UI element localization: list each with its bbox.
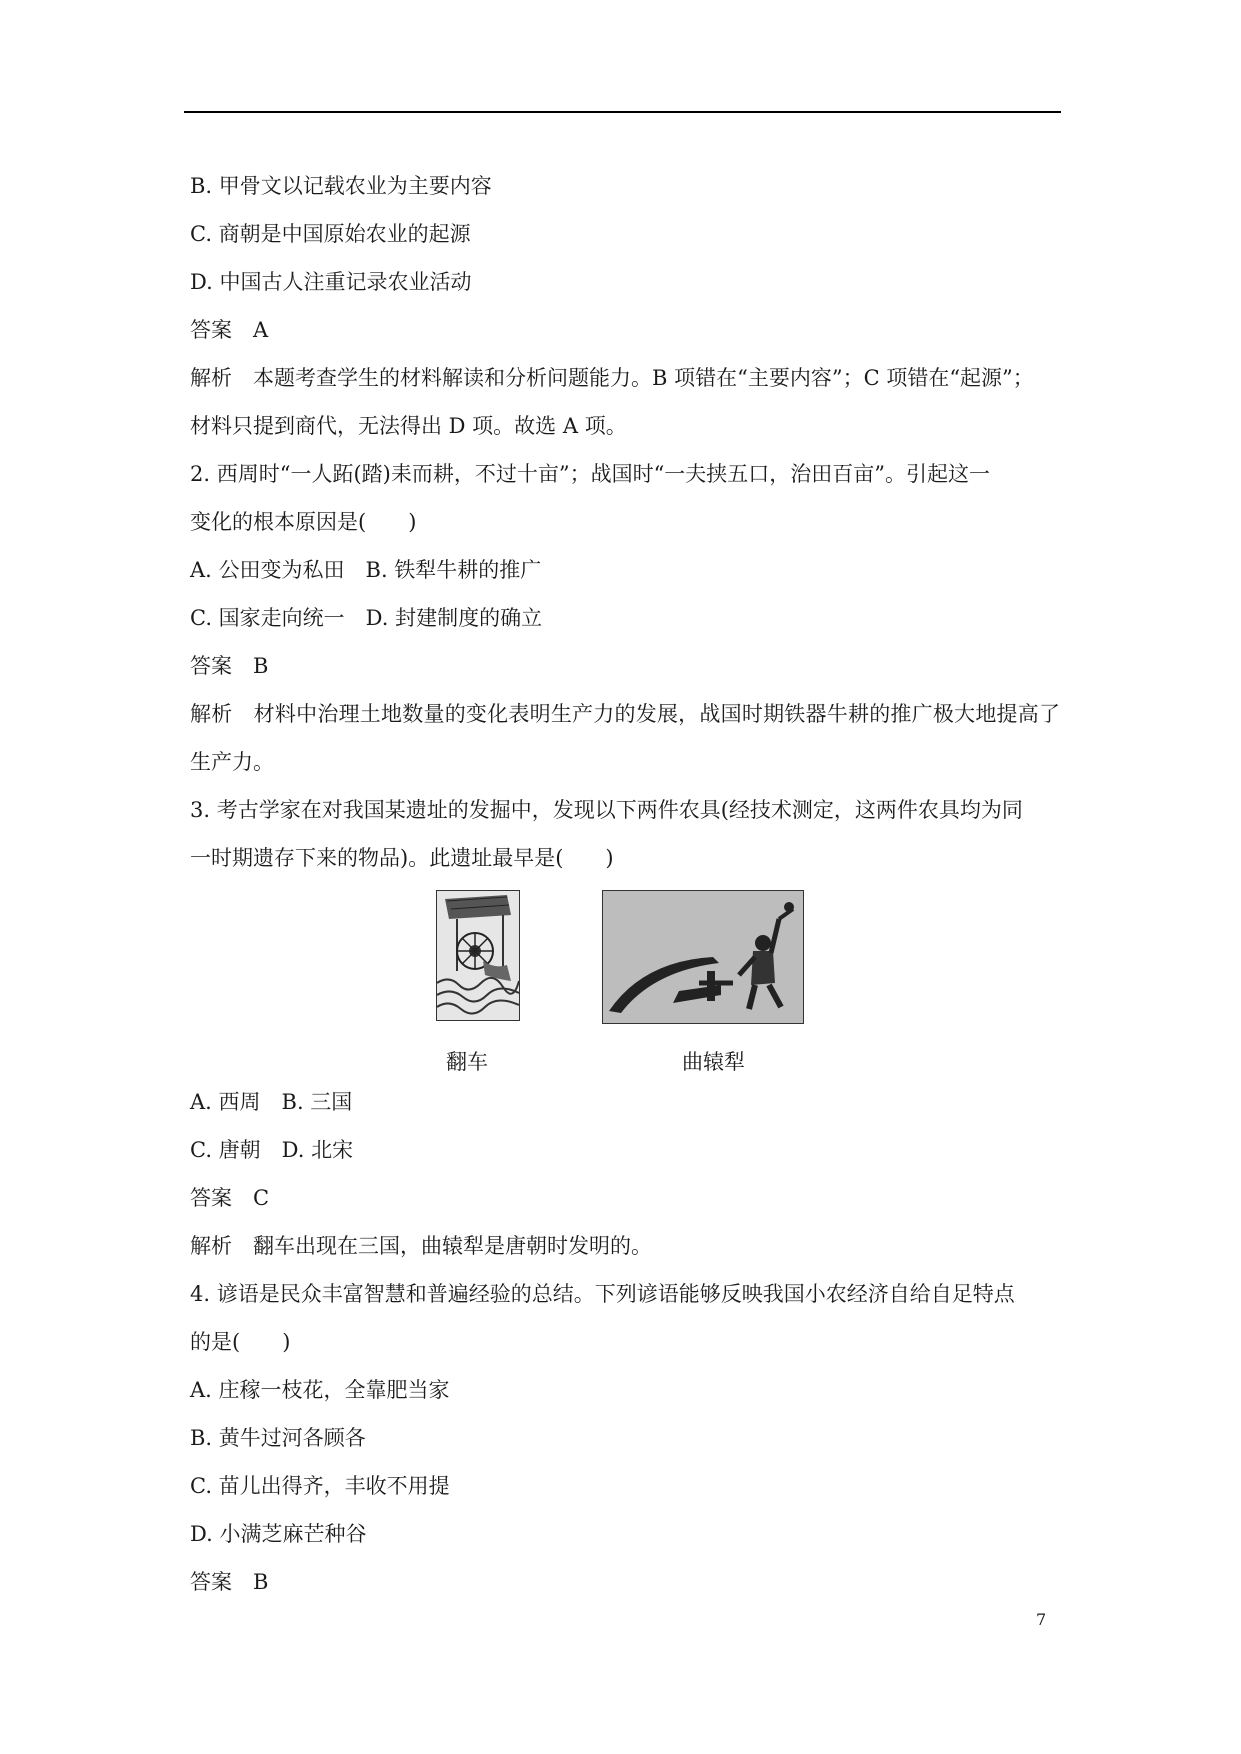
q1-option-d: D. 中国古人注重记录农业活动	[190, 270, 472, 294]
plough-drawing	[603, 891, 803, 1023]
q2-stem-line2: 变化的根本原因是( )	[190, 510, 417, 534]
fig-b-caption: 曲辕犁	[682, 1050, 745, 1074]
q4-answer: 答案 B	[190, 1570, 269, 1594]
q1-analysis-line2: 材料只提到商代，无法得出 D 项。故选 A 项。	[190, 414, 627, 438]
q1-option-b: B. 甲骨文以记载农业为主要内容	[190, 174, 492, 198]
q2-stem-line1: 2. 西周时“一人跖(踏)耒而耕，不过十亩”；战国时“一夫挟五口，治田百亩”。引起这一	[190, 462, 991, 486]
page-number: 7	[1036, 1610, 1047, 1629]
q4-option-c: C. 苗儿出得齐，丰收不用提	[190, 1474, 450, 1498]
q4-option-b: B. 黄牛过河各顾各	[190, 1426, 366, 1450]
q3-stem-line1: 3. 考古学家在对我国某遗址的发掘中，发现以下两件农具(经技术测定，这两件农具均为同	[190, 798, 1023, 822]
q1-answer: 答案 A	[190, 318, 269, 342]
q1-analysis-line1: 解析 本题考查学生的材料解读和分析问题能力。B 项错在“主要内容”；C 项错在“起源”；	[190, 366, 1034, 390]
q4-option-a: A. 庄稼一枝花，全靠肥当家	[190, 1378, 450, 1402]
q2-answer: 答案 B	[190, 654, 269, 678]
q1-option-c: C. 商朝是中国原始农业的起源	[190, 222, 471, 246]
header-rule	[184, 111, 1061, 113]
q4-option-d: D. 小满芝麻芒种谷	[190, 1522, 367, 1546]
q4-stem-line2: 的是( )	[190, 1330, 291, 1354]
q2-analysis: 解析 材料中治理土地数量的变化表明生产力的发展，战国时期铁器牛耕的推广极大地提高了生产力。	[190, 702, 1060, 774]
q3-options-cd: C. 唐朝 D. 北宋	[190, 1138, 354, 1162]
page-content	[190, 162, 1060, 1606]
q3-figures	[190, 890, 1060, 1078]
q3-answer: 答案 C	[190, 1186, 270, 1210]
q3-stem-line2: 一时期遗存下来的物品)。此遗址最早是( )	[190, 846, 614, 870]
q3-analysis: 解析 翻车出现在三国，曲辕犁是唐朝时发明的。	[190, 1234, 652, 1258]
chain-pump-drawing	[437, 891, 519, 1020]
q3-options-ab: A. 西周 B. 三国	[190, 1090, 353, 1114]
square-pallet-chain-pump-image	[436, 890, 520, 1021]
curved-shaft-plough-image	[602, 890, 804, 1024]
q2-options-ab: A. 公田变为私田 B. 铁犁牛耕的推广	[190, 558, 542, 582]
fig-a-caption: 翻车	[446, 1050, 488, 1074]
q4-stem-line1: 4. 谚语是民众丰富智慧和普遍经验的总结。下列谚语能够反映我国小农经济自给自足特点	[190, 1282, 1015, 1306]
q2-options-cd: C. 国家走向统一 D. 封建制度的确立	[190, 606, 543, 630]
